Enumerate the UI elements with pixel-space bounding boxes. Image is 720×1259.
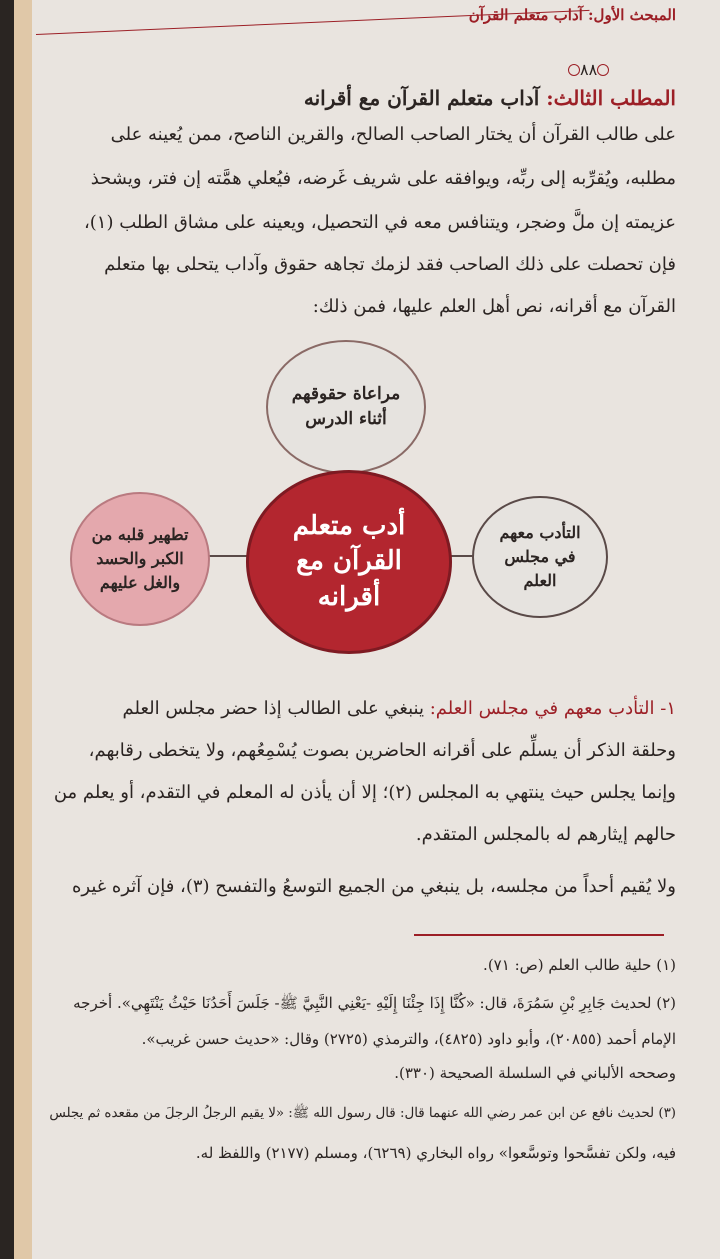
diagram-connector-left — [206, 555, 250, 557]
page-edge — [14, 0, 32, 1259]
intro-line-5: القرآن مع أقرانه، نص أهل العلم عليها، فمن ذلك: — [312, 296, 676, 317]
point1-line-3: وإنما يجلس حيث ينتهي به المجلس (٢)؛ إلا أن يأذن له المعلم في التقدم، أو يعلم من — [53, 782, 676, 803]
section-title-label: المطلب الثالث: — [546, 86, 676, 110]
section-title — [304, 86, 676, 110]
intro-line-3: عزيمته إن ملَّ وضجر، ويتنافس معه في التحصيل، ويعينه على مشاق الطلب (١)، — [83, 212, 676, 233]
running-header: المبحث الأول: آداب متعلم القرآن — [468, 6, 676, 24]
intro-line-4: فإن تحصلت على ذلك الصاحب فقد لزمك تجاهه حقوق وآداب يتحلى بها متعلم — [104, 254, 676, 275]
footnote-2-line-1: (٢) لحديث جَابِرِ بْنِ سَمُرَةَ، قال: «كُنَّا إِذَا جِئْنَا إِلَيْهِ -يَعْنِي النَّبِيَّ ﷺ- جَلَسَ أَحَدُنَا حَيْثُ يَنْتَهِي». أخرجه — [73, 994, 676, 1012]
diagram-node-top-label: مراعاة حقوقهم أثناء الدرس — [291, 383, 401, 429]
section-title-text: آداب متعلم القرآن مع أقرانه — [303, 86, 540, 110]
book-page — [14, 0, 720, 1259]
point1-line-1 — [123, 700, 676, 718]
footnote-2-line-2: الإمام أحمد (٢٠٨٥٥)، وأبو داود (٤٨٢٥)، والترمذي (٢٧٢٥) وقال: «حديث حسن غريب». — [141, 1030, 676, 1048]
footnote-1: (١) حلية طالب العلم (ص: ٧١). — [483, 956, 676, 974]
point1-label: ١- التأدب معهم في مجلس العلم: — [429, 698, 676, 719]
point1-text: ينبغي على الطالب إذا حضر مجلس العلم — [122, 698, 424, 719]
footnote-rule — [414, 934, 664, 936]
diagram-node-right-label: التأدب معهم في مجلس العلم — [499, 523, 581, 590]
diagram-node-top — [266, 340, 426, 474]
diagram-node-left-label: تطهير قلبه من الكبر والحسد والغل عليهم — [91, 525, 189, 592]
diagram-node-left — [70, 492, 210, 626]
footnote-3-line-2: فيه، ولكن تفسَّحوا وتوسَّعوا» رواه البخاري (٦٢٦٩)، ومسلم (٢١٧٧) واللفظ له. — [195, 1144, 676, 1162]
point1-line-2: وحلقة الذكر أن يسلِّم على أقرانه الحاضرين بصوت يُسْمِعُهم، ولا يتخطى رقابهم، — [88, 740, 676, 761]
page-number: ٨٨ — [580, 60, 598, 79]
intro-line-1: على طالب القرآن أن يختار الصاحب الصالح، والقرين الناصح، ممن يُعينه على — [110, 124, 676, 145]
point1-line-4: حالهم إيثارهم له بالمجلس المتقدم. — [415, 824, 676, 845]
diagram-node-center-label: أدب متعلم القرآن مع أقرانه — [292, 511, 406, 612]
intro-line-2: مطلبه، ويُقرِّبه إلى ربِّه، ويوافقه على شريف غَرضه، فيُعلي همَّته إن فتر، ويشحذ — [90, 168, 676, 189]
diagram-node-right — [472, 496, 608, 618]
diagram-node-center — [246, 470, 452, 654]
footnote-2-line-3: وصححه الألباني في السلسلة الصحيحة (٣٣٠). — [394, 1064, 676, 1082]
point1-line-5: ولا يُقيم أحداً من مجلسه، بل ينبغي من الجميع التوسعُ والتفسح (٣)، فإن آثره غيره — [71, 876, 676, 897]
footnote-3-line-1: (٣) لحديث نافع عن ابن عمر رضي الله عنهما قال: قال رسول الله ﷺ: «لا يقيم الرجلُ الرجلَ من مقعده ثم يجلس — [49, 1106, 676, 1121]
